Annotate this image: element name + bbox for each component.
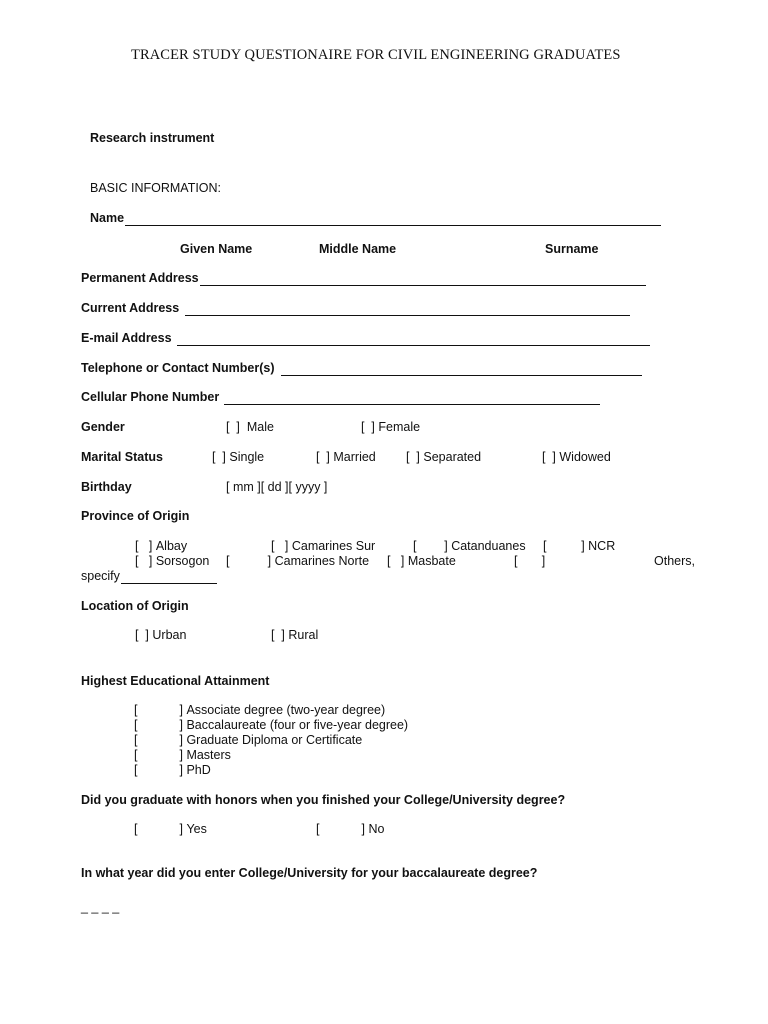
education-masters-option[interactable]: [ ] Masters bbox=[134, 748, 231, 762]
location-urban-option[interactable]: [ ] Urban bbox=[135, 628, 187, 642]
permanent-address-label: Permanent Address bbox=[81, 271, 199, 285]
province-camarines-sur-text: Camarines Sur bbox=[291, 539, 376, 553]
marital-separated-option[interactable]: [ ] Separated bbox=[406, 450, 482, 464]
document-title: TRACER STUDY QUESTIONAIRE FOR CIVIL ENGINEERING GRADUATES bbox=[131, 47, 621, 63]
province-others-checkbox[interactable]: [ ] bbox=[514, 554, 546, 568]
province-specify-line[interactable] bbox=[121, 571, 217, 584]
telephone-label: Telephone or Contact Number(s) bbox=[81, 361, 275, 375]
telephone-line[interactable] bbox=[281, 363, 642, 376]
province-ncr-text: NCR bbox=[588, 539, 616, 553]
province-camarines-norte-text: Camarines Norte bbox=[274, 554, 370, 568]
education-phd-text: PhD bbox=[186, 763, 211, 777]
province-albay-text: Albay bbox=[155, 539, 188, 553]
education-associate-text: Associate degree (two-year degree) bbox=[186, 703, 386, 717]
education-graduate-diploma-option[interactable]: [ ] Graduate Diploma or Certificate bbox=[134, 733, 363, 747]
education-phd-option[interactable]: [ ] PhD bbox=[134, 763, 211, 777]
province-camarines-norte-option[interactable]: [ ] Camarines Norte bbox=[226, 554, 370, 568]
province-albay-option[interactable]: [ ] Albay bbox=[135, 539, 188, 553]
section-label: Research instrument bbox=[90, 131, 215, 145]
education-label: Highest Educational Attainment bbox=[81, 674, 270, 688]
email-address-label: E-mail Address bbox=[81, 331, 172, 345]
province-label: Province of Origin bbox=[81, 509, 190, 523]
birthday-field[interactable]: [ mm ][ dd ][ yyyy ] bbox=[226, 480, 328, 494]
marital-married-text: Married bbox=[333, 450, 376, 464]
given-name-label: Given Name bbox=[180, 242, 253, 256]
education-masters-text: Masters bbox=[186, 748, 231, 762]
current-address-line[interactable] bbox=[185, 303, 630, 316]
email-address-line[interactable] bbox=[177, 333, 650, 346]
location-urban-text: Urban bbox=[152, 628, 187, 642]
education-baccalaureate-option[interactable]: [ ] Baccalaureate (four or five-year degree) bbox=[134, 718, 409, 732]
honors-yes-option[interactable]: [ ] Yes bbox=[134, 822, 207, 836]
education-graduate-diploma-text: Graduate Diploma or Certificate bbox=[186, 733, 363, 747]
gender-label: Gender bbox=[81, 420, 125, 434]
gender-male-option[interactable]: [ ] Male bbox=[226, 420, 274, 434]
honors-no-option[interactable]: [ ] No bbox=[316, 822, 385, 836]
location-rural-text: Rural bbox=[288, 628, 319, 642]
name-label: Name bbox=[90, 211, 125, 225]
gender-female-option[interactable]: [ ] Female bbox=[361, 420, 421, 434]
cellular-line[interactable] bbox=[224, 392, 600, 405]
province-catanduanes-text: Catanduanes bbox=[451, 539, 526, 553]
province-masbate-option[interactable]: [ ] Masbate bbox=[387, 554, 456, 568]
province-ncr-option[interactable]: [ ] NCR bbox=[543, 539, 616, 553]
location-label: Location of Origin bbox=[81, 599, 189, 613]
province-catanduanes-option[interactable]: [ ] Catanduanes bbox=[413, 539, 526, 553]
marital-single-option[interactable]: [ ] Single bbox=[212, 450, 265, 464]
middle-name-label: Middle Name bbox=[319, 242, 397, 256]
surname-label: Surname bbox=[545, 242, 599, 256]
year-entered-question: In what year did you enter College/University for your baccalaureate degree? bbox=[81, 866, 538, 880]
permanent-address-line[interactable] bbox=[200, 273, 646, 286]
marital-separated-text: Separated bbox=[423, 450, 482, 464]
gender-female-text: Female bbox=[378, 420, 421, 434]
province-others-label: Others, bbox=[654, 554, 695, 568]
marital-status-label: Marital Status bbox=[81, 450, 163, 464]
province-camarines-sur-option[interactable]: [ ] Camarines Sur bbox=[271, 539, 376, 553]
honors-no-text: No bbox=[368, 822, 385, 836]
marital-widowed-option[interactable]: [ ] Widowed bbox=[542, 450, 611, 464]
birthday-label: Birthday bbox=[81, 480, 132, 494]
province-masbate-text: Masbate bbox=[407, 554, 456, 568]
province-sorsogon-option[interactable]: [ ] Sorsogon bbox=[135, 554, 210, 568]
marital-married-option[interactable]: [ ] Married bbox=[316, 450, 376, 464]
current-address-label: Current Address bbox=[81, 301, 180, 315]
gender-male-text: Male bbox=[246, 420, 274, 434]
honors-yes-text: Yes bbox=[186, 822, 207, 836]
honors-question: Did you graduate with honors when you finished your College/University degree? bbox=[81, 793, 566, 807]
education-baccalaureate-text: Baccalaureate (four or five-year degree) bbox=[186, 718, 409, 732]
province-specify-label: specify bbox=[81, 569, 120, 583]
basic-info-heading: BASIC INFORMATION: bbox=[90, 181, 222, 195]
education-associate-option[interactable]: [ ] Associate degree (two-year degree) bbox=[134, 703, 386, 717]
marital-single-text: Single bbox=[229, 450, 265, 464]
cellular-label: Cellular Phone Number bbox=[81, 390, 220, 404]
province-sorsogon-text: Sorsogon bbox=[155, 554, 210, 568]
location-rural-option[interactable]: [ ] Rural bbox=[271, 628, 319, 642]
name-field-line[interactable] bbox=[125, 213, 661, 226]
year-entered-blank[interactable]: _ _ _ _ bbox=[81, 900, 120, 914]
marital-widowed-text: Widowed bbox=[559, 450, 611, 464]
